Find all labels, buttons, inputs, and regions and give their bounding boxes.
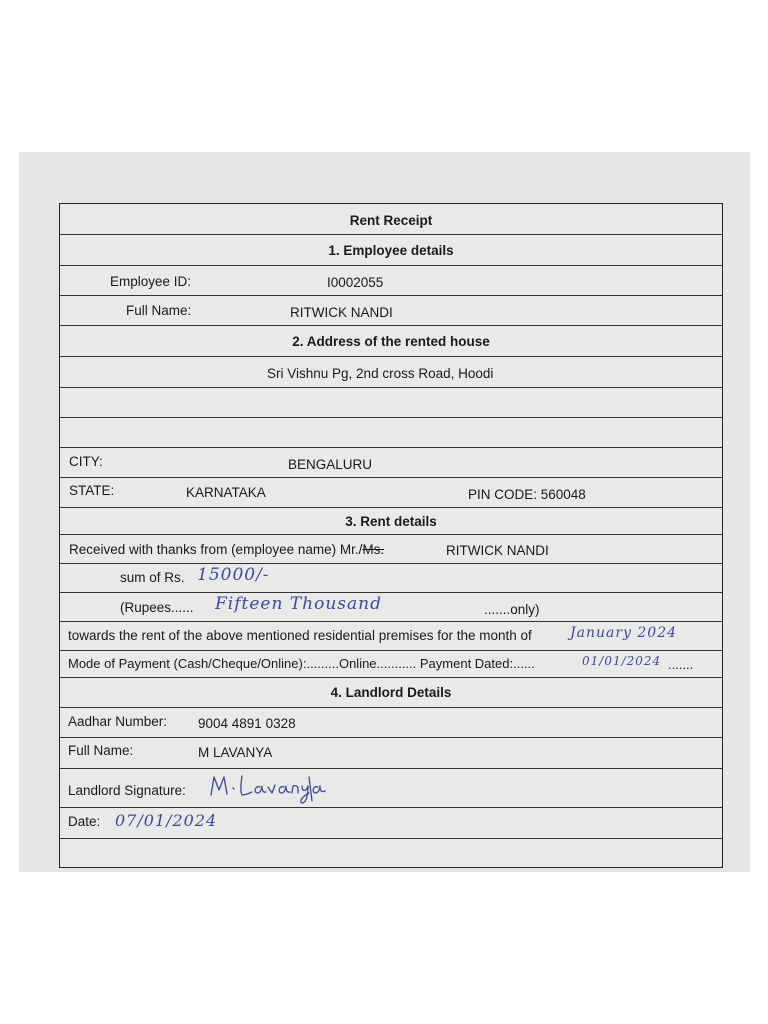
sum-row xyxy=(60,564,722,593)
receipt-title: Rent Receipt xyxy=(349,213,433,228)
aadhar-label: Aadhar Number: xyxy=(68,714,168,729)
landlord-date-label: Date: xyxy=(68,814,101,829)
section-employee-header xyxy=(60,235,722,266)
aadhar-row xyxy=(60,708,722,738)
payment-date-handwritten: 01/01/2024 xyxy=(582,654,662,668)
received-text xyxy=(69,542,384,558)
section-rent-title: 3. Rent details xyxy=(345,514,437,529)
section-rent-header xyxy=(60,508,722,535)
rent-receipt-form xyxy=(59,203,723,868)
landlord-name-label: Full Name: xyxy=(68,743,134,758)
employee-id-row xyxy=(60,266,722,296)
rupees-words-handwritten: Fifteen Thousand xyxy=(215,594,382,614)
sum-label: sum of Rs. xyxy=(120,570,185,585)
city-value: BENGALURU xyxy=(288,457,373,472)
rupees-label: (Rupees...... xyxy=(120,600,194,615)
landlord-signature-row xyxy=(60,769,722,808)
only-label: .......only) xyxy=(484,602,540,617)
employee-name-value: RITWICK NANDI xyxy=(290,305,393,320)
received-text-main: Received with thanks from (employee name) Mr./ xyxy=(69,542,363,557)
address-row xyxy=(60,357,722,388)
state-value: KARNATAKA xyxy=(186,485,266,500)
employee-id-label: Employee ID: xyxy=(110,274,192,289)
received-text-struck: Ms. xyxy=(362,542,385,557)
received-row xyxy=(60,535,722,564)
section-address-header xyxy=(60,326,722,357)
employee-id-value: I0002055 xyxy=(327,275,384,290)
landlord-date-handwritten: 07/01/2024 xyxy=(115,811,218,830)
section-employee-title: 1. Employee details xyxy=(328,243,454,258)
aadhar-value: 9004 4891 0328 xyxy=(198,716,296,731)
employee-name-row xyxy=(60,296,722,326)
pin-code: PIN CODE: 560048 xyxy=(468,487,586,502)
city-label: CITY: xyxy=(69,454,103,469)
towards-row xyxy=(60,622,722,651)
state-row xyxy=(60,478,722,508)
section-landlord-title: 4. Landlord Details xyxy=(330,685,452,700)
state-label: STATE: xyxy=(69,483,115,498)
payment-mode-tail: ....... xyxy=(668,657,694,672)
address-blank-row-2 xyxy=(60,418,722,448)
address-blank-row-1 xyxy=(60,388,722,418)
rupees-row xyxy=(60,593,722,622)
landlord-signature-label: Landlord Signature: xyxy=(68,783,186,798)
payment-mode-row xyxy=(60,651,722,678)
address-line: Sri Vishnu Pg, 2nd cross Road, Hoodi xyxy=(267,366,494,381)
landlord-date-row xyxy=(60,808,722,839)
received-employee-name: RITWICK NANDI xyxy=(446,543,549,558)
towards-text: towards the rent of the above mentioned residential premises for the month of xyxy=(68,628,532,643)
section-address-title: 2. Address of the rented house xyxy=(292,334,490,349)
landlord-name-row xyxy=(60,738,722,769)
landlord-signature-image xyxy=(208,771,343,805)
payment-mode-text: Mode of Payment (Cash/Cheque/Online):.........Online........... Payment Dated:...... xyxy=(68,656,535,671)
employee-name-label: Full Name: xyxy=(126,303,192,318)
section-landlord-header xyxy=(60,678,722,708)
month-handwritten: January 2024 xyxy=(570,625,678,641)
blank-final-row xyxy=(60,839,722,867)
landlord-name-value: M LAVANYA xyxy=(198,745,273,760)
title-row xyxy=(60,204,722,235)
sum-value-handwritten: 15000/- xyxy=(197,565,270,585)
city-row xyxy=(60,448,722,478)
